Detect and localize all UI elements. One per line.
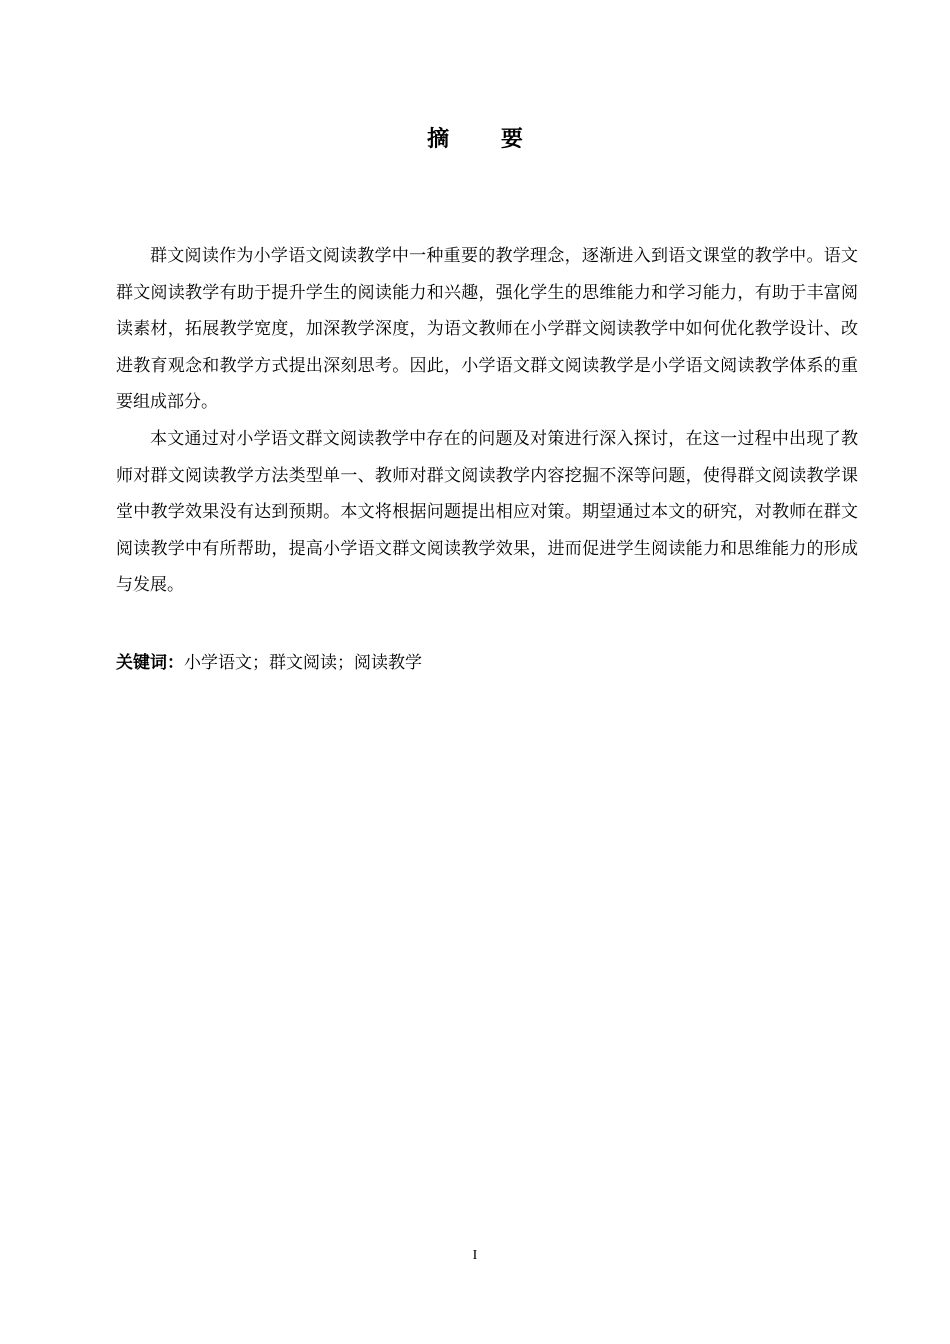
abstract-body: [116, 238, 858, 604]
keywords-label: 关键词：: [116, 653, 184, 673]
page-number: I: [472, 1248, 478, 1263]
abstract-paragraph-1: 群文阅读作为小学语文阅读教学中一种重要的教学理念，逐渐进入到语文课堂的教学中。语文群文阅读教学有助于提升学生的阅读能力和兴趣，强化学生的思维能力和学习能力，有助于丰富阅读素材，拓展教学宽度，加深教学深度，为语文教师在小学群文阅读教学中如何优化教学设计、改进教育观念和教学方式提出深刻思考。因此，小学语文群文阅读教学是小学语文阅读教学体系的重要组成部分。: [116, 246, 858, 413]
abstract-paragraph-2: 本文通过对小学语文群文阅读教学中存在的问题及对策进行深入探讨，在这一过程中出现了教师对群文阅读教学方法类型单一、教师对群文阅读教学内容挖掘不深等问题，使得群文阅读教学课堂中教学效果没有达到预期。本文将根据问题提出相应对策。期望通过本文的研究，对教师在群文阅读教学中有所帮助，提高小学语文群文阅读教学效果，进而促进学生阅读能力和思维能力的形成与发展。: [116, 428, 858, 596]
page-title: 摘 要: [427, 127, 545, 152]
keywords-line: [116, 648, 858, 678]
keywords-text: 小学语文；群文阅读；阅读教学: [184, 653, 422, 673]
